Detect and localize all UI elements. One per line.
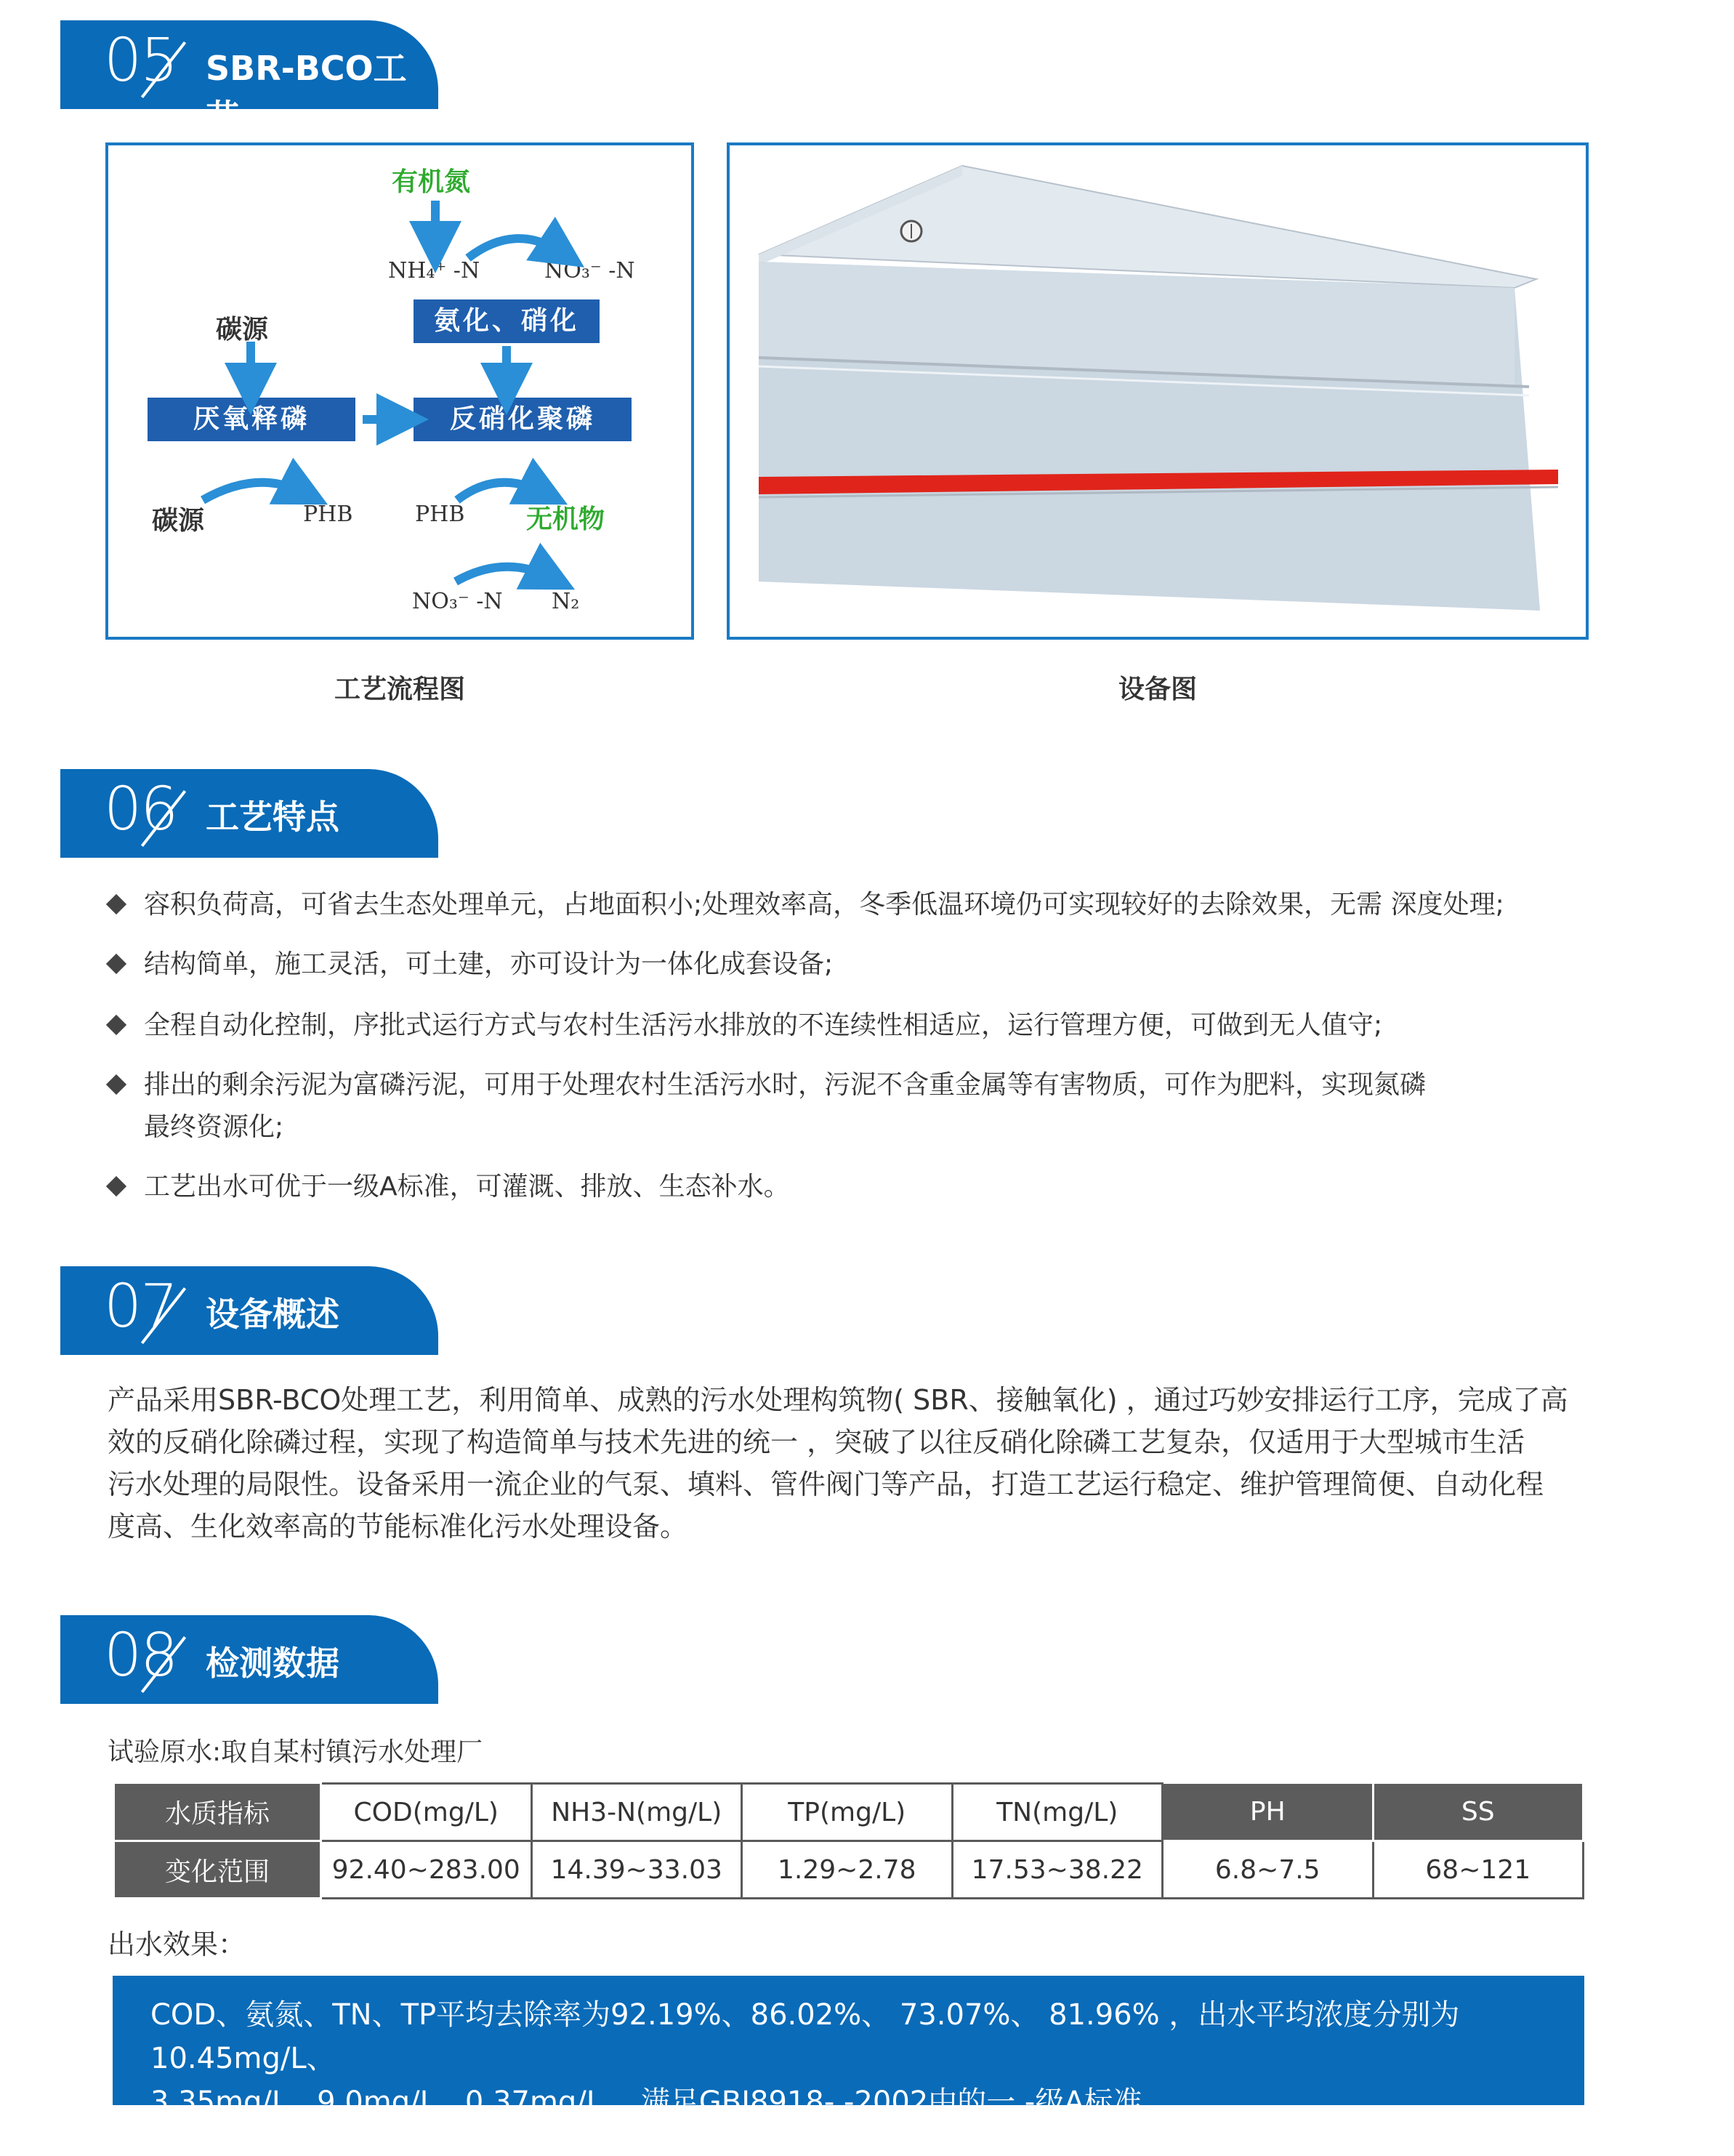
flow-nh4: NH₄⁺ -N xyxy=(388,258,480,283)
table-column-header: TN(mg/L) xyxy=(952,1784,1163,1841)
arrow-curve-nitrify xyxy=(468,238,562,258)
flow-no3-top: NO₃⁻ -N xyxy=(544,258,635,283)
feature-item: 容积负荷高，可省去生态处理单元，占地面积小;处理效率高，冬季低温环境仍可实现较好的去除效果，无需 深度处理; xyxy=(144,890,1504,920)
section-title: 检测数据 xyxy=(206,1644,339,1683)
table-cell: 68~121 xyxy=(1373,1841,1584,1899)
effluent-label: 出水效果： xyxy=(108,1928,246,1960)
bullet-diamond-icon xyxy=(106,1074,126,1095)
flow-inorganic: 无机物 xyxy=(526,504,605,534)
tank-illustration xyxy=(730,145,1586,637)
bullet-diamond-icon xyxy=(106,1015,126,1035)
feature-item: 排出的剩余污泥为富磷污泥，可用于处理农村生活污水时，污泥不含重金属等有害物质，可作为肥料，实现氮磷 xyxy=(144,1070,1427,1100)
section-number: 06 xyxy=(104,775,177,844)
bullet-diamond-icon xyxy=(106,1176,126,1196)
table-cell: 17.53~38.22 xyxy=(952,1841,1163,1899)
table-column-header: COD(mg/L) xyxy=(321,1784,532,1841)
table-header-row xyxy=(114,1784,1584,1841)
flow-box-denitrification: 反硝化聚磷 xyxy=(414,398,632,441)
flow-box-nitrification: 氨化、硝化 xyxy=(414,299,600,343)
effluent-line: 3.35mg/L、9.0mg/L、0.37mg/L ，满足GBI8918- -2002中的一 -级A标准。 xyxy=(150,2085,1172,2119)
section-title: 工艺特点 xyxy=(206,797,339,837)
section-title: SBR-BCO工艺 xyxy=(206,49,407,136)
caption-equipment: 设备图 xyxy=(1118,675,1197,704)
flow-no3-bottom: NO₃⁻ -N xyxy=(412,589,503,614)
test-source-label: 试验原水:取自某村镇污水处理厂 xyxy=(108,1737,483,1767)
table-cell: 6.8~7.5 xyxy=(1163,1841,1374,1899)
arrow-curve-inorganic xyxy=(457,483,544,500)
flow-carbon-source-bottom: 碳源 xyxy=(152,506,205,536)
flow-organic-n: 有机氮 xyxy=(392,167,471,197)
flow-box-anaerobic: 厌氧释磷 xyxy=(148,398,355,441)
test-data-table xyxy=(113,1782,1584,1899)
flow-phb-left: PHB xyxy=(303,502,353,527)
overview-line: 污水处理的局限性。设备采用一流企业的气泵、填料、管件阀门等产品，打造工艺运行稳定、维护管理简便、自动化程 xyxy=(108,1468,1544,1500)
feature-item-continuation: 最终资源化; xyxy=(144,1112,284,1142)
feature-item: 工艺出水可优于一级A标准，可灌溉、排放、生态补水。 xyxy=(144,1172,790,1202)
flow-n2: N₂ xyxy=(552,589,580,614)
section-title: 设备概述 xyxy=(206,1295,339,1334)
process-flow-diagram xyxy=(105,142,694,640)
flow-phb-right: PHB xyxy=(415,502,465,527)
section-header-08 xyxy=(60,1615,438,1704)
arrow-curve-phb xyxy=(203,483,305,500)
table-row xyxy=(114,1841,1584,1899)
table-cell: 14.39~33.03 xyxy=(531,1841,742,1899)
table-column-header: PH xyxy=(1163,1784,1374,1841)
table-header-label: 水质指标 xyxy=(114,1784,321,1841)
arrow-curve-n2 xyxy=(456,567,552,582)
section-header-05 xyxy=(60,20,438,136)
equipment-image xyxy=(727,142,1589,640)
section-number: 07 xyxy=(104,1272,177,1341)
table-column-header: TP(mg/L) xyxy=(742,1784,953,1841)
table-cell: 1.29~2.78 xyxy=(742,1841,953,1899)
table-column-header: SS xyxy=(1373,1784,1584,1841)
table-cell: 92.40~283.00 xyxy=(321,1841,532,1899)
effluent-result-box xyxy=(113,1976,1584,2119)
flow-carbon-source-top: 碳源 xyxy=(216,315,269,345)
feature-item: 全程自动化控制，序批式运行方式与农村生活污水排放的不连续性相适应，运行管理方便，可做到无人值守; xyxy=(144,1010,1383,1040)
overview-line: 度高、生化效率高的节能标准化污水处理设备。 xyxy=(108,1511,688,1542)
bullet-diamond-icon xyxy=(106,894,126,914)
section-number: 08 xyxy=(104,1621,177,1690)
caption-flow: 工艺流程图 xyxy=(334,675,465,704)
table-row-label: 变化范围 xyxy=(114,1841,321,1899)
overview-line: 产品采用SBR-BCO处理工艺，利用简单、成熟的污水处理构筑物( SBR、接触氧化) ，通过巧妙安排运行工序，完成了高 xyxy=(108,1384,1568,1416)
effluent-line: COD、氨氮、TN、TP平均去除率为92.19%、86.02%、 73.07%、 81.96% ，出水平均浓度分别为10.45mg/L、 xyxy=(150,1998,1460,2075)
feature-item: 结构简单，施工灵活，可土建，亦可设计为一体化成套设备; xyxy=(144,949,834,979)
flow-arrows xyxy=(108,145,691,637)
overview-line: 效的反硝化除磷过程，实现了构造简单与技术先进的统一 ，突破了以往反硝化除磷工艺复杂，仅适用于大型城市生活 xyxy=(108,1426,1525,1458)
section-header-07 xyxy=(60,1266,438,1355)
section-number: 05 xyxy=(104,26,177,95)
table-column-header: NH3-N(mg/L) xyxy=(531,1784,742,1841)
section-header-06 xyxy=(60,769,438,858)
bullet-diamond-icon xyxy=(106,954,126,974)
